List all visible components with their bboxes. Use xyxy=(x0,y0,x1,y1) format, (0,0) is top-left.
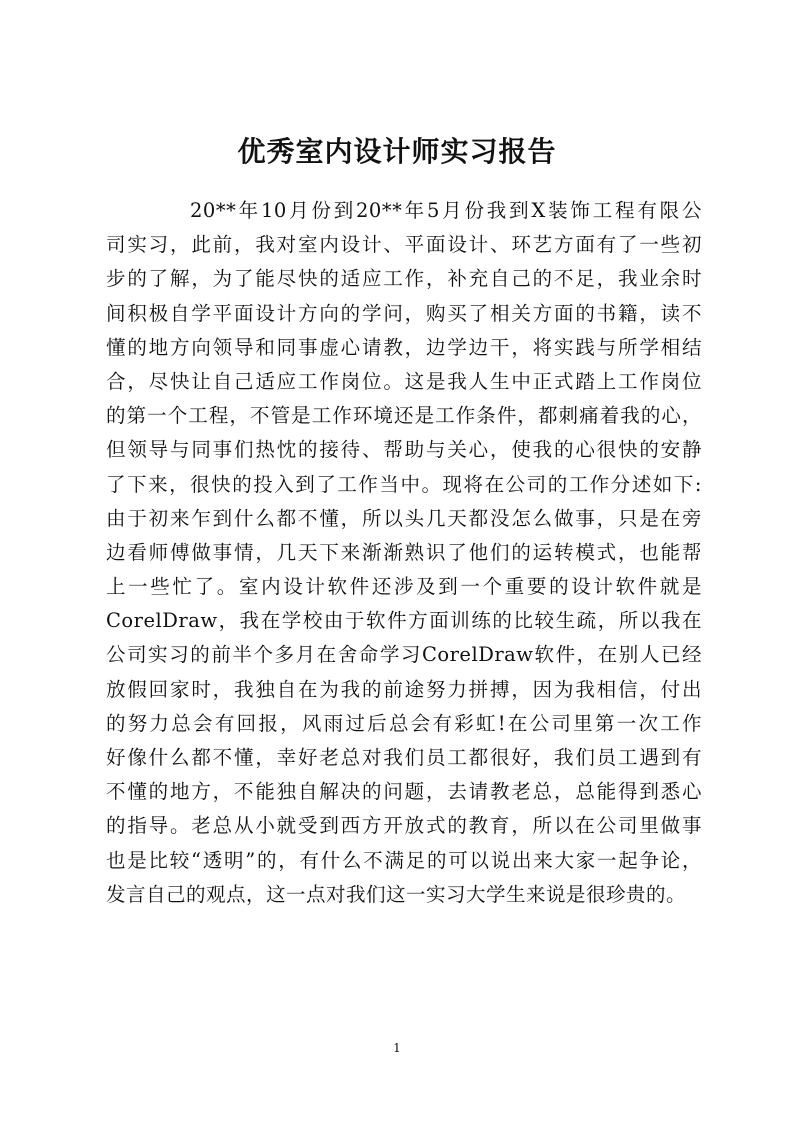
text-line: 由于初来乍到什么都不懂，所以头几天都没怎么做事，只是在旁 xyxy=(106,506,702,530)
page-title: 优秀室内设计师实习报告 xyxy=(237,135,557,168)
text-line: 司实习，此前，我对室内设计、平面设计、环艺方面有了一些初 xyxy=(106,233,702,257)
text-line: 边看师傅做事情，几天下来渐渐熟识了他们的运转模式，也能帮 xyxy=(106,540,702,564)
text-line: 懂的地方向领导和同事虚心请教，边学边干，将实践与所学相结 xyxy=(106,335,702,359)
text-line: 合，尽快让自己适应工作岗位。这是我人生中正式踏上工作岗位 xyxy=(106,369,702,393)
text-line: 的指导。老总从小就受到西方开放式的教育，所以在公司里做事 xyxy=(106,814,702,838)
page-number: 1 xyxy=(393,1041,401,1055)
text-line: 的努力总会有回报，风雨过后总会有彩虹!在公司里第一次工作 xyxy=(106,711,702,735)
text-line: 也是比较“透明”的，有什么不满足的可以说出来大家一起争论， xyxy=(106,848,702,872)
text-line: 不懂的地方，不能独自解决的问题，去请教老总，总能得到悉心 xyxy=(106,780,702,804)
body-paragraph xyxy=(106,194,702,912)
text-line: 20**年10月份到20**年5月份我到X装饰工程有限公 xyxy=(190,199,702,222)
text-line: 公司实习的前半个多月在舍命学习CorelDraw软件，在别人已经 xyxy=(106,643,702,667)
text-line: 发言自己的观点，这一点对我们这一实习大学生来说是很珍贵的。 xyxy=(106,882,687,906)
text-line: 上一些忙了。室内设计软件还涉及到一个重要的设计软件就是 xyxy=(106,575,702,599)
text-line: 了下来，很快的投入到了工作当中。现将在公司的工作分述如下: xyxy=(106,472,702,496)
text-line: 但领导与同事们热忱的接待、帮助与关心，使我的心很快的安静 xyxy=(106,438,702,462)
text-line: 放假回家时，我独自在为我的前途努力拼搏，因为我相信，付出 xyxy=(106,677,702,701)
text-line: 的第一个工程，不管是工作环境还是工作条件，都刺痛着我的心， xyxy=(106,404,702,428)
text-line: CorelDraw，我在学校由于软件方面训练的比较生疏，所以我在 xyxy=(106,609,702,633)
text-line: 步的了解，为了能尽快的适应工作，补充自己的不足，我业余时 xyxy=(106,267,702,291)
text-line: 好像什么都不懂，幸好老总对我们员工都很好，我们员工遇到有 xyxy=(106,746,702,769)
text-line: 间积极自学平面设计方向的学问，购买了相关方面的书籍，读不 xyxy=(106,301,702,325)
